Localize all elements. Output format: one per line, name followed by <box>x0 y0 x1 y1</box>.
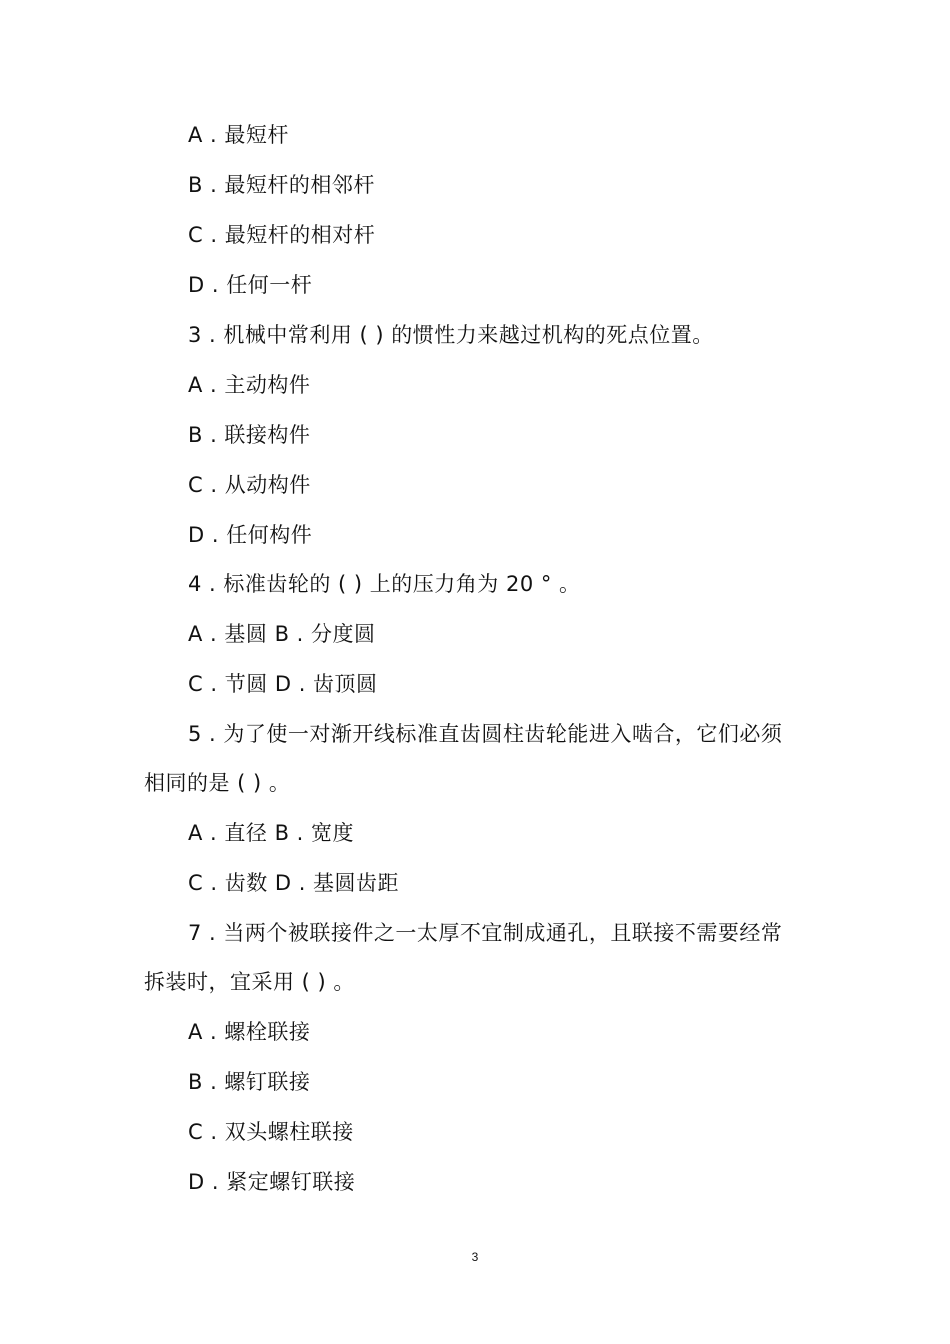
option-b-q3: B . 联接构件 <box>188 423 311 447</box>
options-cd-q4: C . 节圆 D . 齿顶圆 <box>188 672 378 696</box>
question-3: 3 . 机械中常利用 ( ) 的惯性力来越过机构的死点位置。 <box>188 323 714 347</box>
option-b-q2: B . 最短杆的相邻杆 <box>188 173 375 197</box>
options-ab-q5: A . 直径 B . 宽度 <box>188 821 354 845</box>
question-5-cont: 相同的是 ( ) 。 <box>144 771 291 795</box>
option-c-q3: C . 从动构件 <box>188 473 311 497</box>
options-ab-q4: A . 基圆 B . 分度圆 <box>188 622 376 646</box>
question-5: 5 . 为了使一对渐开线标准直齿圆柱齿轮能进入啮合，它们必须 <box>188 722 783 746</box>
page-number: 3 <box>471 1250 479 1264</box>
option-d-q7: D . 紧定螺钉联接 <box>188 1170 356 1194</box>
option-c-q2: C . 最短杆的相对杆 <box>188 223 376 247</box>
option-a-q3: A . 主动构件 <box>188 373 311 397</box>
question-7-cont: 拆装时，宜采用 ( ) 。 <box>144 970 355 994</box>
question-4: 4 . 标准齿轮的 ( ) 上的压力角为 20 ° 。 <box>188 572 581 596</box>
option-a-q2: A . 最短杆 <box>188 123 289 147</box>
option-c-q7: C . 双头螺柱联接 <box>188 1120 354 1144</box>
option-b-q7: B . 螺钉联接 <box>188 1070 311 1094</box>
option-d-q3: D . 任何构件 <box>188 523 313 547</box>
question-7: 7 . 当两个被联接件之一太厚不宜制成通孔，且联接不需要经常 <box>188 921 783 945</box>
option-a-q7: A . 螺栓联接 <box>188 1020 311 1044</box>
options-cd-q5: C . 齿数 D . 基圆齿距 <box>188 871 400 895</box>
option-d-q2: D . 任何一杆 <box>188 273 313 297</box>
